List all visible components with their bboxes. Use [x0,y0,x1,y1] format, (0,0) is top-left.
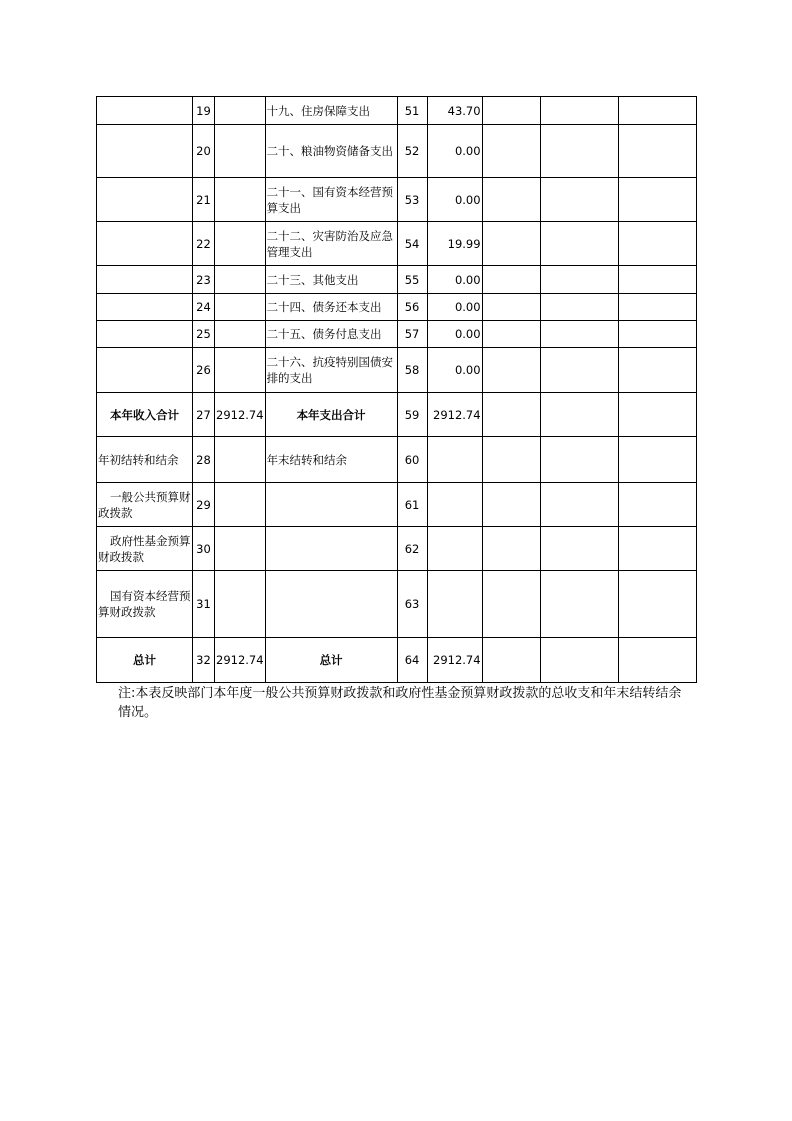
income-line-cell: 23 [193,266,215,294]
expense-amount-cell: 2912.74 [427,638,482,683]
extra-cell [618,527,696,571]
expense-line-cell: 61 [397,483,427,527]
extra-cell [618,393,696,437]
income-item-cell [97,222,193,266]
expense-line-cell: 52 [397,125,427,178]
extra-cell [618,266,696,294]
extra-cell [540,125,618,178]
table-row [97,638,697,683]
expense-item-cell: 总计 [265,638,397,683]
expense-line-cell: 54 [397,222,427,266]
extra-cell [540,571,618,638]
expense-amount-cell: 0.00 [427,294,482,321]
income-item-cell [97,178,193,222]
income-item-cell [97,266,193,294]
extra-cell [540,527,618,571]
income-line-cell: 21 [193,178,215,222]
extra-cell [482,97,540,125]
income-amount-cell [215,125,266,178]
income-item-cell [97,348,193,393]
expense-line-cell: 64 [397,638,427,683]
income-item-cell: 国有资本经营预算财政拨款 [97,571,193,638]
extra-cell [618,638,696,683]
extra-cell [618,348,696,393]
expense-amount-cell: 19.99 [427,222,482,266]
table-row [97,348,697,393]
income-amount-cell [215,571,266,638]
extra-cell [482,483,540,527]
expense-line-cell: 60 [397,437,427,483]
income-item-cell: 一般公共预算财政拨款 [97,483,193,527]
budget-table [96,96,697,683]
income-line-cell: 29 [193,483,215,527]
extra-cell [540,97,618,125]
extra-cell [618,125,696,178]
extra-cell [540,266,618,294]
expense-line-cell: 63 [397,571,427,638]
income-line-cell: 28 [193,437,215,483]
expense-amount-cell [427,527,482,571]
extra-cell [618,321,696,348]
expense-line-cell: 55 [397,266,427,294]
extra-cell [540,178,618,222]
expense-line-cell: 56 [397,294,427,321]
extra-cell [482,125,540,178]
income-amount-cell: 2912.74 [215,638,266,683]
extra-cell [482,321,540,348]
expense-amount-cell [427,483,482,527]
income-item-cell [97,97,193,125]
expense-item-cell: 十九、住房保障支出 [265,97,397,125]
income-amount-cell [215,483,266,527]
extra-cell [618,294,696,321]
expense-amount-cell: 0.00 [427,125,482,178]
income-item-cell [97,321,193,348]
table-footnote: 注:本表反映部门本年度一般公共预算财政拨款和政府性基金预算财政拨款的总收支和年末结转结余情况。 [118,686,682,720]
expense-item-cell: 二十、粮油物资储备支出 [265,125,397,178]
extra-cell [482,437,540,483]
expense-item-cell [265,527,397,571]
expense-amount-cell [427,437,482,483]
table-row [97,97,697,125]
expense-amount-cell: 2912.74 [427,393,482,437]
expense-item-cell: 二十六、抗疫特别国债安排的支出 [265,348,397,393]
expense-line-cell: 53 [397,178,427,222]
table-row [97,571,697,638]
income-line-cell: 27 [193,393,215,437]
expense-item-cell [265,571,397,638]
income-amount-cell [215,527,266,571]
expense-amount-cell [427,571,482,638]
expense-item-cell: 二十三、其他支出 [265,266,397,294]
income-item-cell [97,294,193,321]
extra-cell [482,222,540,266]
extra-cell [540,348,618,393]
extra-cell [482,527,540,571]
expense-line-cell: 62 [397,527,427,571]
table-row [97,222,697,266]
income-amount-cell [215,294,266,321]
income-line-cell: 19 [193,97,215,125]
income-amount-cell [215,321,266,348]
income-amount-cell [215,437,266,483]
extra-cell [482,348,540,393]
expense-item-cell: 二十一、国有资本经营预算支出 [265,178,397,222]
income-amount-cell [215,178,266,222]
income-amount-cell [215,348,266,393]
extra-cell [618,178,696,222]
expense-amount-cell: 0.00 [427,321,482,348]
extra-cell [482,571,540,638]
extra-cell [618,97,696,125]
table-row [97,125,697,178]
income-line-cell: 30 [193,527,215,571]
table-row [97,178,697,222]
extra-cell [540,294,618,321]
income-item-cell: 本年收入合计 [97,393,193,437]
income-line-cell: 32 [193,638,215,683]
income-amount-cell [215,222,266,266]
income-line-cell: 22 [193,222,215,266]
income-line-cell: 25 [193,321,215,348]
expense-line-cell: 51 [397,97,427,125]
table-body [97,97,697,683]
income-line-cell: 20 [193,125,215,178]
extra-cell [540,638,618,683]
table-row [97,437,697,483]
expense-item-cell: 二十五、债务付息支出 [265,321,397,348]
expense-amount-cell: 0.00 [427,348,482,393]
income-item-cell [97,125,193,178]
extra-cell [482,266,540,294]
table-row [97,266,697,294]
extra-cell [540,483,618,527]
income-item-cell: 年初结转和结余 [97,437,193,483]
expense-amount-cell: 0.00 [427,266,482,294]
expense-amount-cell: 43.70 [427,97,482,125]
extra-cell [618,437,696,483]
expense-item-cell: 二十四、债务还本支出 [265,294,397,321]
extra-cell [540,321,618,348]
extra-cell [482,393,540,437]
income-line-cell: 31 [193,571,215,638]
expense-item-cell: 本年支出合计 [265,393,397,437]
income-amount-cell [215,266,266,294]
income-amount-cell: 2912.74 [215,393,266,437]
expense-amount-cell: 0.00 [427,178,482,222]
extra-cell [540,437,618,483]
extra-cell [482,294,540,321]
expense-item-cell: 年末结转和结余 [265,437,397,483]
expense-line-cell: 59 [397,393,427,437]
table-row [97,321,697,348]
income-line-cell: 24 [193,294,215,321]
table-row [97,527,697,571]
income-item-cell: 总计 [97,638,193,683]
extra-cell [540,222,618,266]
extra-cell [618,222,696,266]
table-row [97,393,697,437]
income-item-cell: 政府性基金预算财政拨款 [97,527,193,571]
extra-cell [482,638,540,683]
table-row [97,294,697,321]
expense-line-cell: 57 [397,321,427,348]
extra-cell [482,178,540,222]
income-line-cell: 26 [193,348,215,393]
expense-line-cell: 58 [397,348,427,393]
income-amount-cell [215,97,266,125]
extra-cell [618,483,696,527]
extra-cell [540,393,618,437]
table-row [97,483,697,527]
expense-item-cell [265,483,397,527]
extra-cell [618,571,696,638]
expense-item-cell: 二十二、灾害防治及应急管理支出 [265,222,397,266]
